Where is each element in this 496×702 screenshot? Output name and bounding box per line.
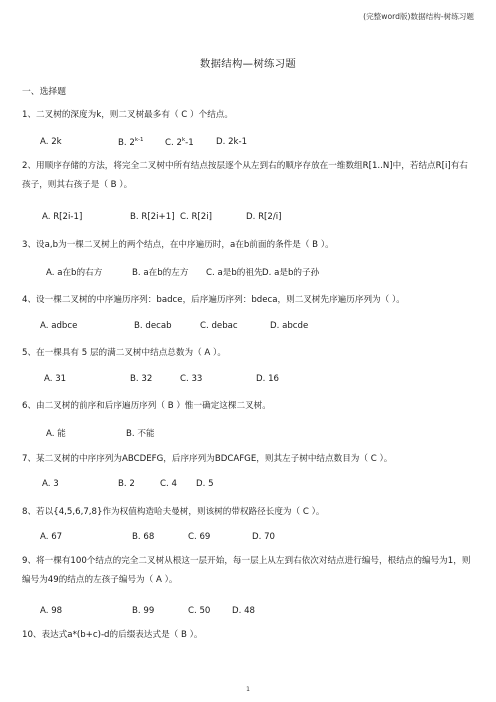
question-text: 7、某二叉树的中序序列为ABCDEFG，后序序列为BDCAFGE，则其左子树中结点数目为（ C ）。 bbox=[22, 454, 393, 464]
question-5 bbox=[22, 344, 474, 363]
question-text: 6、由二叉树的前序和后序遍历序列（ B ）惟一确定这棵二叉树。 bbox=[22, 401, 271, 411]
option-b: B. 32 bbox=[130, 374, 153, 384]
option-b: B. 2$^{k-1}$ bbox=[118, 137, 144, 148]
question-3 bbox=[22, 236, 474, 255]
question-text: 9、将一棵有100个结点的完全二叉树从根这一层开始，每一层上从左到右依次对结点进行编号，根结点的编号为1，则编号为49的结点的左孩子编号为（ A ）。 bbox=[22, 556, 471, 585]
document-title: 数据结构—树练习题 bbox=[199, 58, 297, 70]
option-b: B. 不能 bbox=[126, 429, 155, 439]
question-1 bbox=[22, 106, 474, 125]
question-6 bbox=[22, 397, 474, 416]
question-4 bbox=[22, 291, 474, 310]
option-a: A. 2k bbox=[40, 137, 62, 147]
question-text: 3、设a,b为一棵二叉树上的两个结点，在中序遍历时，a在b前面的条件是（ B ）。 bbox=[22, 240, 334, 250]
option-b: B. a在b的左方 bbox=[132, 268, 189, 278]
page-header: (完整word版)数据结构-树练习题 bbox=[363, 12, 474, 21]
option-d: D. 48 bbox=[232, 606, 256, 616]
option-c: C. 4 bbox=[160, 479, 177, 489]
page-number: 1 bbox=[246, 686, 250, 693]
option-a: A. 能 bbox=[46, 429, 66, 439]
option-a: A. R[2i-1] bbox=[42, 212, 83, 222]
option-d: D. 16 bbox=[256, 374, 280, 384]
option-a: A. 31 bbox=[44, 374, 67, 384]
question-2 bbox=[22, 157, 474, 195]
question-text: 5、在一棵具有 5 层的满二叉树中结点总数为（ A ）。 bbox=[22, 348, 226, 358]
question-text: 2、用顺序存储的方法，将完全二叉树中所有结点按层逐个从左到右的顺序存放在一维数组R[1..N]中，若结点R[i]有右孩子，则其右孩子是（ B ）。 bbox=[22, 161, 468, 190]
option-b: B. R[2i+1] bbox=[130, 212, 175, 222]
option-a: A. adbce bbox=[40, 321, 78, 331]
option-b: B. decab bbox=[134, 321, 172, 331]
option-d: D. 70 bbox=[252, 532, 276, 542]
option-c: C. debac bbox=[200, 321, 238, 331]
option-b: B. 2 bbox=[118, 479, 135, 489]
question-9 bbox=[22, 552, 474, 590]
question-text: 1、二叉树的深度为k，则二叉树最多有（ C ）个结点。 bbox=[22, 110, 233, 120]
option-b: B. 68 bbox=[132, 532, 155, 542]
option-c: C. a是b的祖先 bbox=[206, 268, 263, 278]
question-10 bbox=[22, 626, 474, 645]
option-a: A. a在b的右方 bbox=[46, 268, 103, 278]
option-d: D. 2k-1 bbox=[216, 137, 248, 147]
question-text: 8、若以{4,5,6,7,8}作为权值构造哈夫曼树，则该树的带权路径长度为（ C ）。 bbox=[22, 507, 325, 517]
question-8 bbox=[22, 503, 474, 522]
option-c: C. 2$^k$-1 bbox=[165, 137, 194, 148]
option-c: C. R[2i] bbox=[180, 212, 212, 222]
option-a: A. 67 bbox=[40, 532, 63, 542]
section-heading: 一、选择题 bbox=[22, 87, 66, 97]
question-text: 4、设一棵二叉树的中序遍历序列：badce，后序遍历序列：bdeca，则二叉树先序遍历序列为（ ）。 bbox=[22, 295, 405, 305]
option-d: D. 5 bbox=[196, 479, 214, 489]
option-c: C. 69 bbox=[188, 532, 211, 542]
option-c: C. 50 bbox=[188, 606, 211, 616]
question-7 bbox=[22, 450, 474, 469]
option-d: D. abcde bbox=[270, 321, 309, 331]
option-a: A. 98 bbox=[40, 606, 63, 616]
option-b: B. 99 bbox=[132, 606, 155, 616]
option-d: D. a是b的子孙 bbox=[262, 268, 320, 278]
option-a: A. 3 bbox=[42, 479, 59, 489]
question-text: 10、表达式a*(b+c)-d的后缀表达式是（ B ）。 bbox=[22, 630, 203, 640]
option-c: C. 33 bbox=[180, 374, 203, 384]
option-d: D. R[2/i] bbox=[246, 212, 282, 222]
